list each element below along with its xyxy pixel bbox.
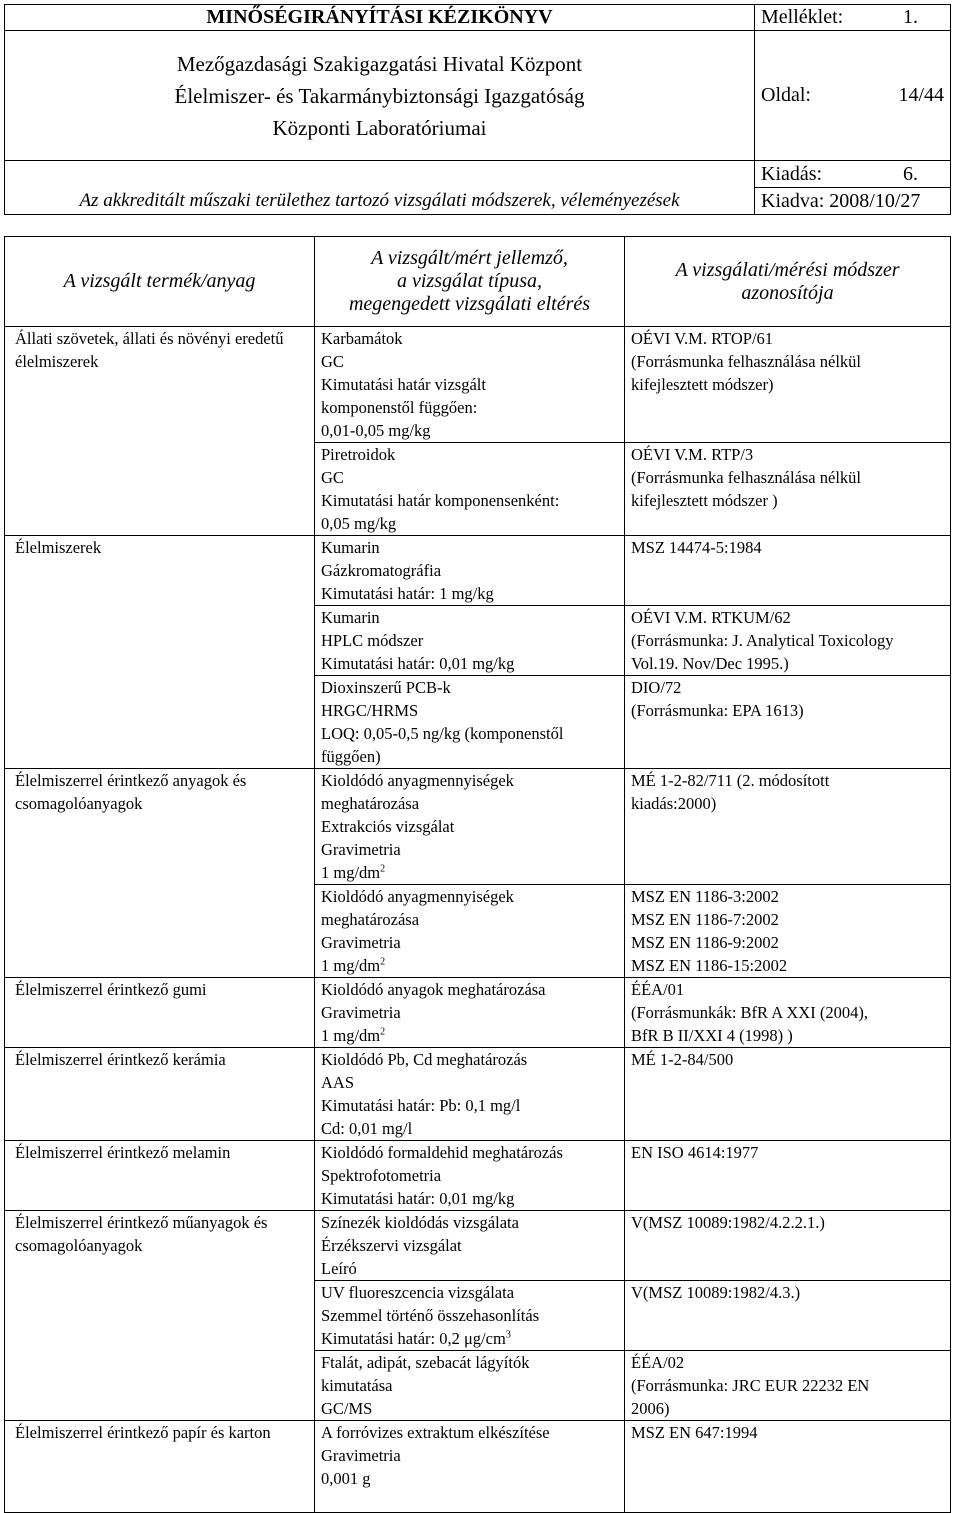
characteristic-cell xyxy=(315,606,625,676)
characteristic-line xyxy=(321,978,618,1001)
characteristic-cell xyxy=(315,1211,625,1281)
characteristic-line xyxy=(321,1351,618,1374)
method-line: (Forrásmunka felhasználása nélkül xyxy=(631,352,862,371)
method-line: kiadás:2000) xyxy=(631,794,717,813)
characteristic-text: AAS xyxy=(321,1073,355,1092)
edition-label: Kiadás: xyxy=(761,162,823,185)
edition-cell xyxy=(755,161,951,188)
product-name: Állati szövetek, állati és növényi eredetű élelmiszerek xyxy=(15,329,284,371)
product-cell xyxy=(5,1211,315,1421)
characteristic-line xyxy=(321,1164,618,1187)
characteristic-text: Szemmel történő összehasonlítás xyxy=(321,1306,540,1325)
characteristic-cell xyxy=(315,676,625,769)
method-line: OÉVI V.M. RTKUM/62 xyxy=(631,608,791,627)
document-header xyxy=(4,4,951,215)
characteristic-text: GC xyxy=(321,468,344,487)
page-cell xyxy=(755,31,951,161)
issue-date: Kiadva: 2008/10/27 xyxy=(755,188,951,215)
characteristic-line xyxy=(321,885,618,908)
characteristic-text: Gravimetria xyxy=(321,1003,401,1022)
characteristic-text: UV fluoreszcencia vizsgálata xyxy=(321,1283,515,1302)
characteristic-header-line-3: megengedett vizsgálati eltérés xyxy=(348,293,591,315)
product-name: Élelmiszerrel érintkező műanyagok és csomagolóanyagok xyxy=(15,1213,268,1255)
product-name: Élelmiszerek xyxy=(15,538,102,557)
method-cell xyxy=(625,1281,951,1351)
method-line: ÉÉA/02 xyxy=(631,1353,685,1372)
characteristic-text: 0,05 mg/kg xyxy=(321,514,397,533)
method-line: MSZ EN 647:1994 xyxy=(631,1423,758,1442)
characteristic-text: Kimutatási határ: Pb: 0,1 mg/l xyxy=(321,1096,521,1115)
method-line: MSZ EN 1186-3:2002 xyxy=(631,887,779,906)
characteristic-cell xyxy=(315,885,625,978)
characteristic-line xyxy=(321,1117,618,1140)
method-cell xyxy=(625,885,951,978)
characteristic-cell xyxy=(315,327,625,443)
characteristic-cell xyxy=(315,1421,625,1513)
characteristic-text: GC/MS xyxy=(321,1399,373,1418)
characteristic-text: Gravimetria xyxy=(321,933,401,952)
method-cell xyxy=(625,327,951,443)
characteristic-line xyxy=(321,1327,618,1350)
characteristic-line xyxy=(321,512,618,535)
product-cell xyxy=(5,536,315,769)
characteristic-line xyxy=(321,443,618,466)
characteristic-line xyxy=(321,1071,618,1094)
characteristic-text: meghatározása xyxy=(321,794,420,813)
method-line: MSZ EN 1186-15:2002 xyxy=(631,956,788,975)
characteristic-line xyxy=(321,536,618,559)
method-cell xyxy=(625,1211,951,1281)
characteristic-text: HRGC/HRMS xyxy=(321,701,419,720)
characteristic-line xyxy=(321,722,618,745)
table-body xyxy=(5,327,951,1513)
characteristic-line xyxy=(321,1257,618,1280)
method-line: BfR B II/XXI 4 (1998) ) xyxy=(631,1026,793,1045)
method-line: MSZ 14474-5:1984 xyxy=(631,538,762,557)
characteristic-text: 1 mg/dm xyxy=(321,863,381,882)
characteristic-line xyxy=(321,1281,618,1304)
characteristic-text: Kimutatási határ: 0,01 mg/kg xyxy=(321,1189,515,1208)
unit-exponent: 3 xyxy=(505,1329,511,1341)
characteristic-text: meghatározása xyxy=(321,910,420,929)
method-line: (Forrásmunkák: BfR A XXI (2004), xyxy=(631,1003,868,1022)
characteristic-text: 1 mg/dm xyxy=(321,1026,381,1045)
product-name: Élelmiszerrel érintkező anyagok és csomagolóanyagok xyxy=(15,771,247,813)
method-header-line-2: azonosítója xyxy=(741,281,834,304)
characteristic-line xyxy=(321,1001,618,1024)
characteristic-cell xyxy=(315,443,625,536)
characteristic-line xyxy=(321,838,618,861)
method-line: OÉVI V.M. RTOP/61 xyxy=(631,329,774,348)
characteristic-text: HPLC módszer xyxy=(321,631,424,650)
characteristic-text: Kioldódó anyagmennyiségek xyxy=(321,771,514,790)
characteristic-text: kimutatása xyxy=(321,1376,393,1395)
characteristic-cell xyxy=(315,1351,625,1421)
product-name: Élelmiszerrel érintkező papír és karton xyxy=(15,1423,271,1442)
characteristic-text: Gázkromatográfia xyxy=(321,561,442,580)
characteristic-header-line-2: a vizsgálat típusa, xyxy=(396,270,542,292)
method-line: ÉÉA/01 xyxy=(631,980,685,999)
characteristic-line xyxy=(321,676,618,699)
characteristic-line xyxy=(321,1304,618,1327)
methods-table xyxy=(4,236,951,1513)
characteristic-line xyxy=(321,954,618,977)
characteristic-line xyxy=(321,373,618,396)
characteristic-line xyxy=(321,1421,618,1444)
document-subtitle: Az akkreditált műszaki területhez tartozó vizsgálati módszerek, véleményezések xyxy=(5,161,755,215)
method-line: MSZ EN 1186-9:2002 xyxy=(631,933,779,952)
annex-value: 1. xyxy=(903,6,918,28)
edition-value: 6. xyxy=(903,162,918,185)
method-line: Vol.19. Nov/Dec 1995.) xyxy=(631,654,789,673)
product-cell xyxy=(5,1421,315,1513)
method-cell xyxy=(625,978,951,1048)
characteristic-text: Gravimetria xyxy=(321,840,401,859)
page-number: 14/44 xyxy=(898,84,944,106)
method-cell xyxy=(625,536,951,606)
characteristic-text: Kioldódó formaldehid meghatározás xyxy=(321,1143,563,1162)
characteristic-line xyxy=(321,606,618,629)
characteristic-text: Leíró xyxy=(321,1259,357,1278)
characteristic-line xyxy=(321,1467,618,1490)
characteristic-line xyxy=(321,1094,618,1117)
characteristic-text: Kimutatási határ vizsgált xyxy=(321,375,486,394)
method-line: MÉ 1-2-82/711 (2. módosított xyxy=(631,771,830,790)
product-header-text: A vizsgált termék/anyag xyxy=(63,270,256,292)
method-cell xyxy=(625,1048,951,1141)
characteristic-text: Kioldódó anyagmennyiségek xyxy=(321,887,514,906)
characteristic-line xyxy=(321,652,618,675)
characteristic-line xyxy=(321,745,618,768)
organization-block xyxy=(5,31,755,161)
method-line: MSZ EN 1186-7:2002 xyxy=(631,910,779,929)
characteristic-line xyxy=(321,861,618,884)
characteristic-line xyxy=(321,815,618,838)
laboratory-name: Központi Laboratóriumai xyxy=(272,115,487,140)
characteristic-line xyxy=(321,466,618,489)
product-name: Élelmiszerrel érintkező melamin xyxy=(15,1143,231,1162)
characteristic-text: Cd: 0,01 mg/l xyxy=(321,1119,413,1138)
table-row xyxy=(5,769,951,885)
characteristic-cell xyxy=(315,1048,625,1141)
product-name: Élelmiszerrel érintkező gumi xyxy=(15,980,207,999)
product-cell xyxy=(5,978,315,1048)
characteristic-line xyxy=(321,931,618,954)
table-row xyxy=(5,1211,951,1281)
product-cell xyxy=(5,1141,315,1211)
method-line: MÉ 1-2-84/500 xyxy=(631,1050,734,1069)
characteristic-line xyxy=(321,396,618,419)
characteristic-line xyxy=(321,350,618,373)
characteristic-cell xyxy=(315,978,625,1048)
characteristic-line xyxy=(321,582,618,605)
method-line: kifejlesztett módszer ) xyxy=(631,491,778,510)
method-line: (Forrásmunka felhasználása nélkül xyxy=(631,468,862,487)
characteristic-line xyxy=(321,1444,618,1467)
table-row xyxy=(5,1048,951,1141)
characteristic-text: Kioldódó anyagok meghatározása xyxy=(321,980,546,999)
method-line: DIO/72 xyxy=(631,678,682,697)
characteristic-line xyxy=(321,1141,618,1164)
characteristic-text: Kimutatási határ: 1 mg/kg xyxy=(321,584,494,603)
characteristic-line xyxy=(321,769,618,792)
table-row xyxy=(5,978,951,1048)
characteristic-text: Kumarin xyxy=(321,538,380,557)
method-header-line-1: A vizsgálati/mérési módszer xyxy=(675,258,900,281)
manual-title: MINŐSÉGIRÁNYÍTÁSI KÉZIKÖNYV xyxy=(5,5,755,31)
characteristic-line xyxy=(321,1374,618,1397)
characteristic-line xyxy=(321,629,618,652)
characteristic-line xyxy=(321,1211,618,1234)
method-cell xyxy=(625,1141,951,1211)
method-cell xyxy=(625,606,951,676)
unit-exponent: 2 xyxy=(380,956,386,968)
table-row xyxy=(5,536,951,606)
characteristic-cell xyxy=(315,1141,625,1211)
method-cell xyxy=(625,1351,951,1421)
characteristic-text: függően) xyxy=(321,747,381,766)
characteristic-text: Ftalát, adipát, szebacát lágyítók xyxy=(321,1353,530,1372)
page-label: Oldal: xyxy=(761,84,811,106)
table-row xyxy=(5,327,951,443)
characteristic-line xyxy=(321,419,618,442)
method-cell xyxy=(625,1421,951,1513)
characteristic-text: Spektrofotometria xyxy=(321,1166,442,1185)
characteristic-line xyxy=(321,699,618,722)
characteristic-line xyxy=(321,489,618,512)
characteristic-text: komponenstől függően: xyxy=(321,398,478,417)
characteristic-text: Gravimetria xyxy=(321,1446,401,1465)
characteristic-line xyxy=(321,327,618,350)
unit-exponent: 2 xyxy=(380,863,386,875)
product-cell xyxy=(5,769,315,978)
column-header-method xyxy=(625,237,951,327)
characteristic-text: Kumarin xyxy=(321,608,380,627)
characteristic-line xyxy=(321,559,618,582)
characteristic-text: Kimutatási határ: 0,2 μg/cm xyxy=(321,1329,506,1348)
characteristic-header-line-1: A vizsgált/mért jellemző, xyxy=(371,247,568,269)
method-cell xyxy=(625,676,951,769)
characteristic-cell xyxy=(315,1281,625,1351)
product-cell xyxy=(5,327,315,536)
characteristic-text: Dioxinszerű PCB-k xyxy=(321,678,451,697)
table-row xyxy=(5,1421,951,1513)
characteristic-text: Kimutatási határ: 0,01 mg/kg xyxy=(321,654,515,673)
product-name: Élelmiszerrel érintkező kerámia xyxy=(15,1050,226,1069)
characteristic-text: Karbamátok xyxy=(321,329,403,348)
method-line: (Forrásmunka: EPA 1613) xyxy=(631,701,804,720)
characteristic-line xyxy=(321,1234,618,1257)
method-line: 2006) xyxy=(631,1399,670,1418)
characteristic-text: GC xyxy=(321,352,344,371)
annex-cell xyxy=(755,5,951,31)
annex-label: Melléklet: xyxy=(761,6,844,28)
characteristic-line xyxy=(321,1187,618,1210)
characteristic-text: Kioldódó Pb, Cd meghatározás xyxy=(321,1050,528,1069)
characteristic-text: 0,01-0,05 mg/kg xyxy=(321,421,431,440)
directorate-name: Élelmiszer- és Takarmánybiztonsági Igazgatóság xyxy=(174,83,585,108)
characteristic-text: 1 mg/dm xyxy=(321,956,381,975)
characteristic-text: Piretroidok xyxy=(321,445,396,464)
organization-name: Mezőgazdasági Szakigazgatási Hivatal Központ xyxy=(176,51,583,76)
table-row xyxy=(5,1141,951,1211)
characteristic-cell xyxy=(315,769,625,885)
method-line: (Forrásmunka: J. Analytical Toxicology xyxy=(631,631,894,650)
characteristic-line xyxy=(321,1024,618,1047)
characteristic-line xyxy=(321,908,618,931)
characteristic-text: A forróvizes extraktum elkészítése xyxy=(321,1423,550,1442)
column-header-characteristic xyxy=(315,237,625,327)
table-header-row xyxy=(5,237,951,327)
characteristic-text: Érzékszervi vizsgálat xyxy=(321,1236,462,1255)
method-line: EN ISO 4614:1977 xyxy=(631,1143,759,1162)
characteristic-text: Kimutatási határ komponensenként: xyxy=(321,491,560,510)
characteristic-text: LOQ: 0,05-0,5 ng/kg (komponenstől xyxy=(321,724,564,743)
method-line: kifejlesztett módszer) xyxy=(631,375,774,394)
characteristic-text: 0,001 g xyxy=(321,1469,371,1488)
characteristic-line xyxy=(321,1048,618,1071)
method-cell xyxy=(625,769,951,885)
characteristic-cell xyxy=(315,536,625,606)
method-line: OÉVI V.M. RTP/3 xyxy=(631,445,754,464)
characteristic-line xyxy=(321,792,618,815)
characteristic-line xyxy=(321,1397,618,1420)
column-header-product xyxy=(5,237,315,327)
product-cell xyxy=(5,1048,315,1141)
method-line: V(MSZ 10089:1982/4.3.) xyxy=(631,1283,801,1302)
method-cell xyxy=(625,443,951,536)
method-line: V(MSZ 10089:1982/4.2.2.1.) xyxy=(631,1213,825,1232)
unit-exponent: 2 xyxy=(380,1026,386,1038)
method-line: (Forrásmunka: JRC EUR 22232 EN xyxy=(631,1376,870,1395)
characteristic-text: Színezék kioldódás vizsgálata xyxy=(321,1213,519,1232)
characteristic-text: Extrakciós vizsgálat xyxy=(321,817,455,836)
